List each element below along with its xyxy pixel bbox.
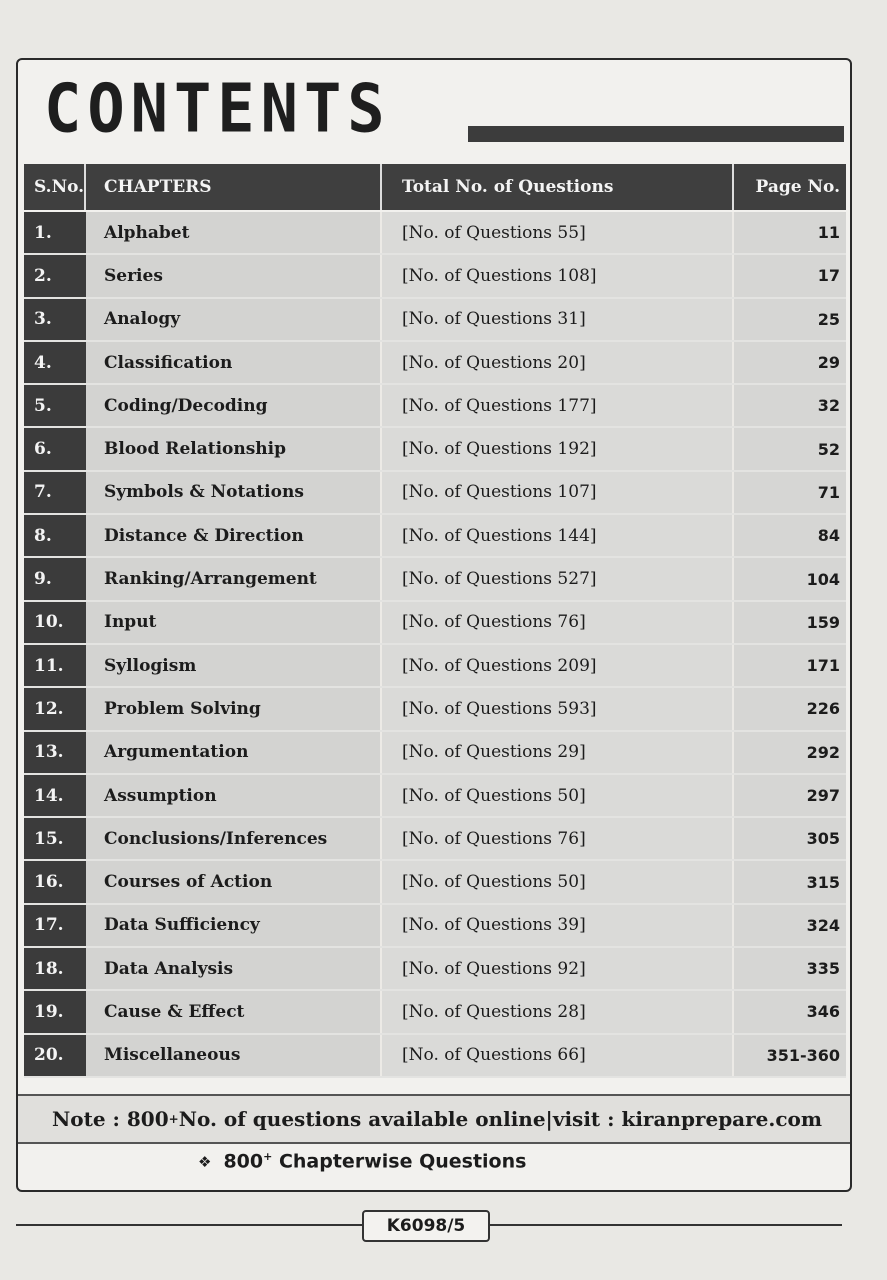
header-chapters: CHAPTERS: [86, 164, 382, 210]
table-row: [24, 688, 846, 731]
page-title: CONTENTS: [44, 69, 391, 148]
table-row: [24, 342, 846, 385]
row-page: 324: [734, 905, 846, 946]
table-row: [24, 905, 846, 948]
table-body: [24, 212, 846, 1078]
row-questions: [No. of Questions 29]: [382, 732, 734, 773]
row-sno: 18.: [24, 948, 86, 989]
row-questions: [No. of Questions 50]: [382, 775, 734, 816]
row-chapter: Symbols & Notations: [86, 472, 382, 513]
footer-code: K6098/5: [362, 1210, 490, 1242]
row-questions: [No. of Questions 209]: [382, 645, 734, 686]
row-sno: 3.: [24, 299, 86, 340]
row-questions: [No. of Questions 20]: [382, 342, 734, 383]
table-header: [24, 164, 846, 210]
row-sno: 6.: [24, 428, 86, 469]
table-row: [24, 212, 846, 255]
row-chapter: Syllogism: [86, 645, 382, 686]
note-text: No. of questions available online|visit : kiranprepare.com: [178, 1107, 823, 1131]
table-row: [24, 861, 846, 904]
row-questions: [No. of Questions 55]: [382, 212, 734, 253]
table-row: [24, 385, 846, 428]
row-chapter: Alphabet: [86, 212, 382, 253]
chapterwise-note: [198, 1150, 526, 1172]
row-chapter: Classification: [86, 342, 382, 383]
row-chapter: Blood Relationship: [86, 428, 382, 469]
table-row: [24, 645, 846, 688]
row-sno: 11.: [24, 645, 86, 686]
table-row: [24, 818, 846, 861]
row-sno: 13.: [24, 732, 86, 773]
table-row: [24, 558, 846, 601]
row-chapter: Series: [86, 255, 382, 296]
row-chapter: Assumption: [86, 775, 382, 816]
row-questions: [No. of Questions 177]: [382, 385, 734, 426]
table-row: [24, 1035, 846, 1078]
row-sno: 5.: [24, 385, 86, 426]
row-chapter: Cause & Effect: [86, 991, 382, 1032]
footer-line-left: [16, 1224, 362, 1226]
table-row: [24, 255, 846, 298]
header-sno: S.No.: [24, 164, 86, 210]
row-sno: 19.: [24, 991, 86, 1032]
row-chapter: Problem Solving: [86, 688, 382, 729]
row-page: 346: [734, 991, 846, 1032]
note-banner: [18, 1094, 850, 1144]
table-row: [24, 602, 846, 645]
row-chapter: Argumentation: [86, 732, 382, 773]
row-chapter: Courses of Action: [86, 861, 382, 902]
row-sno: 7.: [24, 472, 86, 513]
row-chapter: Coding/Decoding: [86, 385, 382, 426]
row-sno: 12.: [24, 688, 86, 729]
table-row: [24, 515, 846, 558]
row-page: 159: [734, 602, 846, 643]
row-sno: 16.: [24, 861, 86, 902]
row-chapter: Distance & Direction: [86, 515, 382, 556]
diamond-bullet-icon: ❖: [198, 1153, 212, 1172]
row-questions: [No. of Questions 107]: [382, 472, 734, 513]
row-page: 25: [734, 299, 846, 340]
table-row: [24, 948, 846, 991]
table-row: [24, 299, 846, 342]
row-page: 315: [734, 861, 846, 902]
row-sno: 2.: [24, 255, 86, 296]
row-sno: 8.: [24, 515, 86, 556]
row-page: 29: [734, 342, 846, 383]
row-questions: [No. of Questions 76]: [382, 602, 734, 643]
row-questions: [No. of Questions 593]: [382, 688, 734, 729]
row-page: 71: [734, 472, 846, 513]
row-questions: [No. of Questions 192]: [382, 428, 734, 469]
row-sno: 15.: [24, 818, 86, 859]
sub-note-prefix: 800: [223, 1150, 264, 1173]
row-questions: [No. of Questions 144]: [382, 515, 734, 556]
row-chapter: Ranking/Arrangement: [86, 558, 382, 599]
contents-page: [16, 58, 852, 1192]
row-questions: [No. of Questions 76]: [382, 818, 734, 859]
row-page: 226: [734, 688, 846, 729]
table-row: [24, 991, 846, 1034]
row-page: 32: [734, 385, 846, 426]
header-questions: Total No. of Questions: [382, 164, 734, 210]
row-page: 17: [734, 255, 846, 296]
row-page: 171: [734, 645, 846, 686]
row-page: 305: [734, 818, 846, 859]
row-sno: 1.: [24, 212, 86, 253]
table-row: [24, 775, 846, 818]
row-questions: [No. of Questions 39]: [382, 905, 734, 946]
row-questions: [No. of Questions 31]: [382, 299, 734, 340]
row-chapter: Input: [86, 602, 382, 643]
row-questions: [No. of Questions 92]: [382, 948, 734, 989]
table-row: [24, 472, 846, 515]
row-page: 52: [734, 428, 846, 469]
row-sno: 20.: [24, 1035, 86, 1076]
footer-line-right: [490, 1224, 842, 1226]
row-chapter: Data Sufficiency: [86, 905, 382, 946]
row-page: 297: [734, 775, 846, 816]
row-chapter: Conclusions/Inferences: [86, 818, 382, 859]
row-page: 351-360: [734, 1035, 846, 1076]
row-chapter: Data Analysis: [86, 948, 382, 989]
note-sup: +: [168, 1112, 179, 1126]
note-prefix: Note : 800: [52, 1107, 169, 1131]
row-sno: 17.: [24, 905, 86, 946]
sub-note-sup: +: [263, 1150, 273, 1163]
row-questions: [No. of Questions 527]: [382, 558, 734, 599]
row-page: 335: [734, 948, 846, 989]
row-sno: 10.: [24, 602, 86, 643]
row-sno: 14.: [24, 775, 86, 816]
row-questions: [No. of Questions 28]: [382, 991, 734, 1032]
row-chapter: Analogy: [86, 299, 382, 340]
table-row: [24, 428, 846, 471]
title-row: [38, 69, 844, 148]
sub-note-text: Chapterwise Questions: [272, 1150, 527, 1173]
title-underline-bar: [468, 126, 844, 142]
header-page: Page No.: [734, 164, 846, 210]
row-chapter: Miscellaneous: [86, 1035, 382, 1076]
row-sno: 4.: [24, 342, 86, 383]
table-row: [24, 732, 846, 775]
row-page: 11: [734, 212, 846, 253]
row-questions: [No. of Questions 66]: [382, 1035, 734, 1076]
row-page: 84: [734, 515, 846, 556]
row-questions: [No. of Questions 50]: [382, 861, 734, 902]
row-questions: [No. of Questions 108]: [382, 255, 734, 296]
row-page: 104: [734, 558, 846, 599]
contents-table: [24, 164, 846, 1078]
row-page: 292: [734, 732, 846, 773]
row-sno: 9.: [24, 558, 86, 599]
